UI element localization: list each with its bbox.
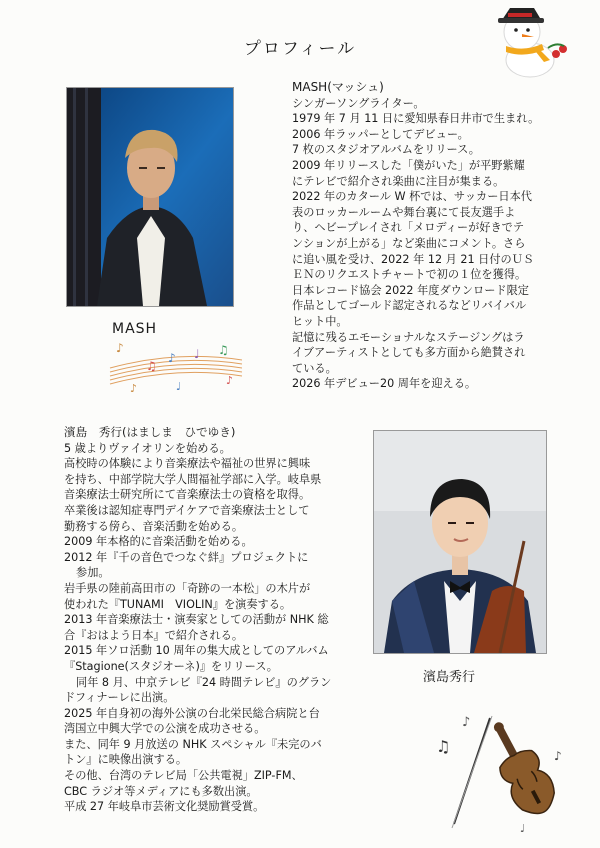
mash-line: 2009 年リリースした「僕がいた」が平野紫耀 [292,158,525,172]
svg-text:♩: ♩ [176,380,182,393]
hamashima-line: 合『おはよう日本』で紹介される。 [64,628,244,642]
hamashima-line: 2013 年音楽療法士・演奏家としての活動が NHK 総 [64,613,329,627]
hamashima-line: 勤務する傍ら、音楽活動を始める。 [64,519,244,533]
hamashima-line: 参加。 [76,566,110,580]
hamashima-line: 使われた『TUNAMI VIOLIN』を演奏する。 [64,597,292,611]
snowman-illustration [478,2,578,78]
mash-line: り、ヘビープレイされ「メロディーが好きでテ [292,221,525,235]
svg-text:♫: ♫ [218,343,229,357]
mash-line: イブアーティストとしても多方面から絶賛され [292,346,526,360]
svg-text:♪: ♪ [116,341,124,355]
hamashima-name: 濱島 秀行(はましま ひでゆき) [64,425,236,439]
svg-text:♫: ♫ [436,737,451,756]
hamashima-line: 2025 年自身初の海外公演の台北栄民総合病院と台 [64,706,320,720]
hamashima-line: 湾国立中興大学での公演を成功させる。 [64,722,266,736]
hamashima-line: CBC ラジオ等メディアにも多数出演。 [64,784,258,798]
svg-text:♪: ♪ [462,715,471,730]
hamashima-line: トン』に映像出演する。 [64,753,188,767]
mash-line: 1979 年 7 月 11 日に愛知県春日井市で生まれ。 [292,112,540,126]
mash-line: 7 枚のスタジオアルバムをリリース。 [292,143,480,157]
mash-line: に追い風を受け、2022 年 12 月 21 日付のＵＳ [292,252,535,266]
svg-text:♩: ♩ [520,822,526,834]
mash-line: にテレビで紹介され楽曲に注目が集まる。 [292,174,505,188]
hamashima-line: 平成 27 年岐阜市芸術文化奨励賞受賞。 [64,800,265,814]
page-title: プロフィール [243,39,357,59]
hamashima-line: 5 歳よりヴァイオリンを始める。 [64,441,231,455]
svg-text:♩: ♩ [194,347,200,361]
mash-line: 2026 年デビュー20 周年を迎える。 [292,377,477,391]
hamashima-line: また、同年 9 月放送の NHK スペシャル『未完のバ [64,737,322,751]
mash-line: 表のロッカールームや舞台裏にて長友選手よ [292,205,516,219]
hamashima-line: その他、台湾のテレビ局「公共電視」ZIP-FM、 [64,769,303,783]
mash-line: 日本レコード協会 2022 年度ダウンロード限定 [292,283,529,297]
svg-text:♪: ♪ [130,382,138,395]
mash-line: 記憶に残るエモーショナルなステージングはラ [292,330,525,344]
hamashima-line: 卒業後は認知症専門デイケアで音楽療法士として [64,503,310,517]
mash-profile-text [292,80,584,392]
mash-line: 作品としてゴールド認定されるなどリバイバル [292,299,527,313]
hamashima-line: 『Stagione(スタジオーネ)』をリリース。 [64,659,278,673]
hamashima-line: 同年 8 月、中京テレビ『24 時間テレビ』のグラン [76,675,332,689]
svg-text:♪: ♪ [226,374,234,387]
mash-line: 2022 年のカタール W 杯では、サッカー日本代 [292,190,532,204]
hamashima-photo-caption: 濱島秀行 [423,670,476,685]
mash-photo-caption: MASH [112,321,158,337]
hamashima-line: ドフィナーレに出演。 [64,691,175,705]
music-notes-icon [106,340,246,396]
hamashima-line: 岩手県の陸前高田市の「奇跡の一本松」の木片が [64,581,311,595]
mash-photo [66,87,234,307]
mash-line: ヒット中。 [292,314,348,328]
svg-text:♪: ♪ [554,749,562,763]
mash-line: シンガーソングライター。 [292,96,425,110]
mash-line: ＥＮのリクエストチャートで初の１位を獲得。 [292,268,527,282]
hamashima-line: 高校時の体験により音楽療法や福祉の世界に興味 [64,457,311,471]
svg-text:♫: ♫ [146,359,157,373]
hamashima-line: 2015 年ソロ活動 10 周年の集大成としてのアルバム [64,644,329,658]
mash-line: 2006 年ラッパーとしてデビュー。 [292,127,469,141]
hamashima-line: を持ち、中部学院大学人間福祉学部に入学。岐阜県 [64,472,322,486]
hamashima-photo [373,430,547,654]
hamashima-line: 音楽療法士研究所にて音楽療法士の資格を取得。 [64,488,311,502]
mash-line: ンションが上がる」など楽曲にコメント。さら [292,236,526,250]
hamashima-line: 2009 年本格的に音楽活動を始める。 [64,535,253,549]
mash-name: MASH(マッシュ) [292,80,384,94]
violin-illustration [432,712,572,834]
svg-text:♪: ♪ [168,351,176,365]
hamashima-profile-text [64,425,356,815]
hamashima-line: 2012 年『千の音色でつなぐ絆』プロジェクトに [64,550,309,564]
mash-line: ている。 [292,361,337,375]
